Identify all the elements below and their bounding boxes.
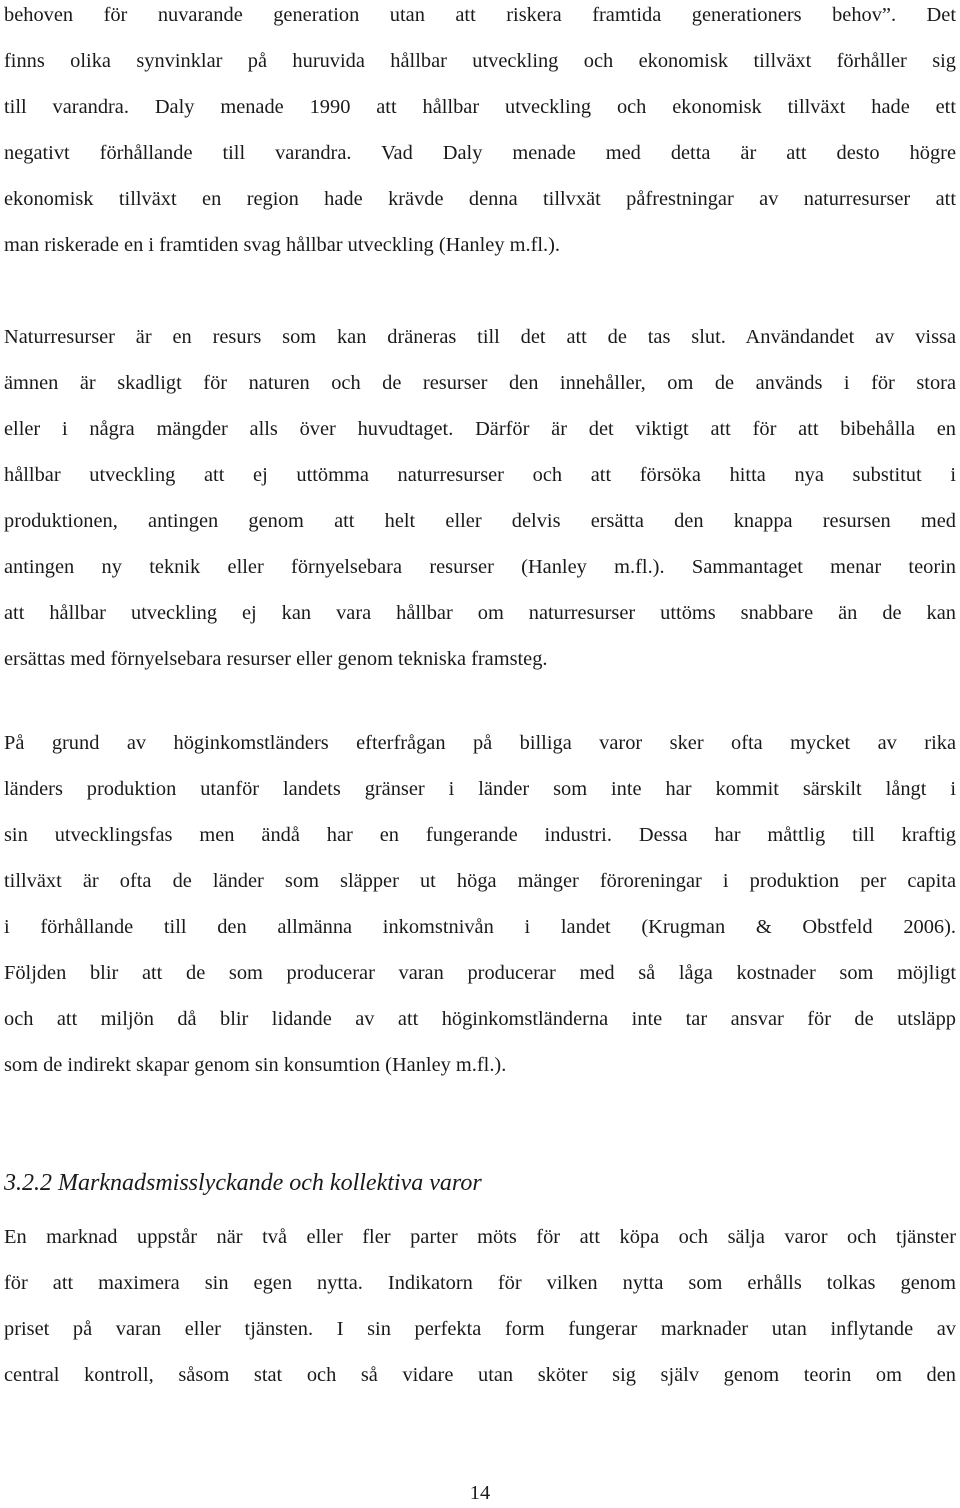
text-line: produktionen, antingen genom att helt eller delvis ersätta den knappa resursen med: [4, 510, 956, 532]
text-line: som de indirekt skapar genom sin konsumtion (Hanley m.fl.).: [4, 1054, 507, 1076]
text-line: negativt förhållande till varandra. Vad Daly menade med detta är att desto högre: [4, 142, 956, 164]
text-line: antingen ny teknik eller förnyelsebara resurser (Hanley m.fl.). Sammantaget menar teorin: [4, 556, 956, 578]
text-line: man riskerade en i framtiden svag hållbar utveckling (Hanley m.fl.).: [4, 234, 561, 256]
text-line: Naturresurser är en resurs som kan dräneras till det att de tas slut. Användandet av vissa: [4, 326, 956, 348]
paragraph-natural-resources: [4, 314, 956, 682]
text-line: priset på varan eller tjänsten. I sin perfekta form fungerar marknader utan inflytande av: [4, 1318, 956, 1340]
text-line: till varandra. Daly menade 1990 att hållbar utveckling och ekonomisk tillväxt hade ett: [4, 96, 956, 118]
text-line: ersättas med förnyelsebara resurser eller genom tekniska framsteg.: [4, 648, 548, 670]
text-line: Följden blir att de som producerar varan producerar med så låga kostnader som möjligt: [4, 962, 956, 984]
text-line: att hållbar utveckling ej kan vara hållbar om naturresurser uttöms snabbare än de kan: [4, 602, 956, 624]
text-line: behoven för nuvarande generation utan att riskera framtida generationers behov”. Det: [4, 4, 956, 26]
text-line: i förhållande till den allmänna inkomstnivån i landet (Krugman & Obstfeld 2006).: [4, 916, 956, 938]
text-line: tillväxt är ofta de länder som släpper ut höga mänger föroreningar i produktion per capita: [4, 870, 956, 892]
text-line: ämnen är skadligt för naturen och de resurser den innehåller, om de används i för stora: [4, 372, 956, 394]
text-line: ekonomisk tillväxt en region hade krävde denna tillvxät påfrestningar av naturresurser att: [4, 188, 956, 210]
text-line: sin utvecklingsfas men ändå har en fungerande industri. Dessa har måttlig till kraftig: [4, 824, 956, 846]
paragraph-market-definition: [4, 1214, 956, 1398]
text-line: för att maximera sin egen nytta. Indikatorn för vilken nytta som erhålls tolkas genom: [4, 1272, 956, 1294]
text-line: På grund av höginkomstländers efterfrågan på billiga varor sker ofta mycket av rika: [4, 732, 956, 754]
paragraph-sustainability-growth: [4, 0, 956, 268]
text-line: hållbar utveckling att ej uttömma naturresurser och att försöka hitta nya substitut i: [4, 464, 956, 486]
text-line: eller i några mängder alls över huvudtaget. Därför är det viktigt att för att bibehålla en: [4, 418, 956, 440]
text-line: och att miljön då blir lidande av att höginkomstländerna inte tar ansvar för de utsläpp: [4, 1008, 956, 1030]
text-line: finns olika synvinklar på huruvida hållbar utveckling och ekonomisk tillväxt förhåller sig: [4, 50, 956, 72]
paragraph-high-income-demand: [4, 720, 956, 1088]
text-line: central kontroll, såsom stat och så vidare utan sköter sig själv genom teorin om den: [4, 1364, 956, 1386]
section-heading: 3.2.2 Marknadsmisslyckande och kollektiva varor: [4, 1170, 482, 1196]
text-line: En marknad uppstår när två eller fler parter möts för att köpa och sälja varor och tjänster: [4, 1226, 956, 1248]
text-line: länders produktion utanför landets gränser i länder som inte har kommit särskilt långt i: [4, 778, 956, 800]
page-number: 14: [469, 1482, 491, 1504]
